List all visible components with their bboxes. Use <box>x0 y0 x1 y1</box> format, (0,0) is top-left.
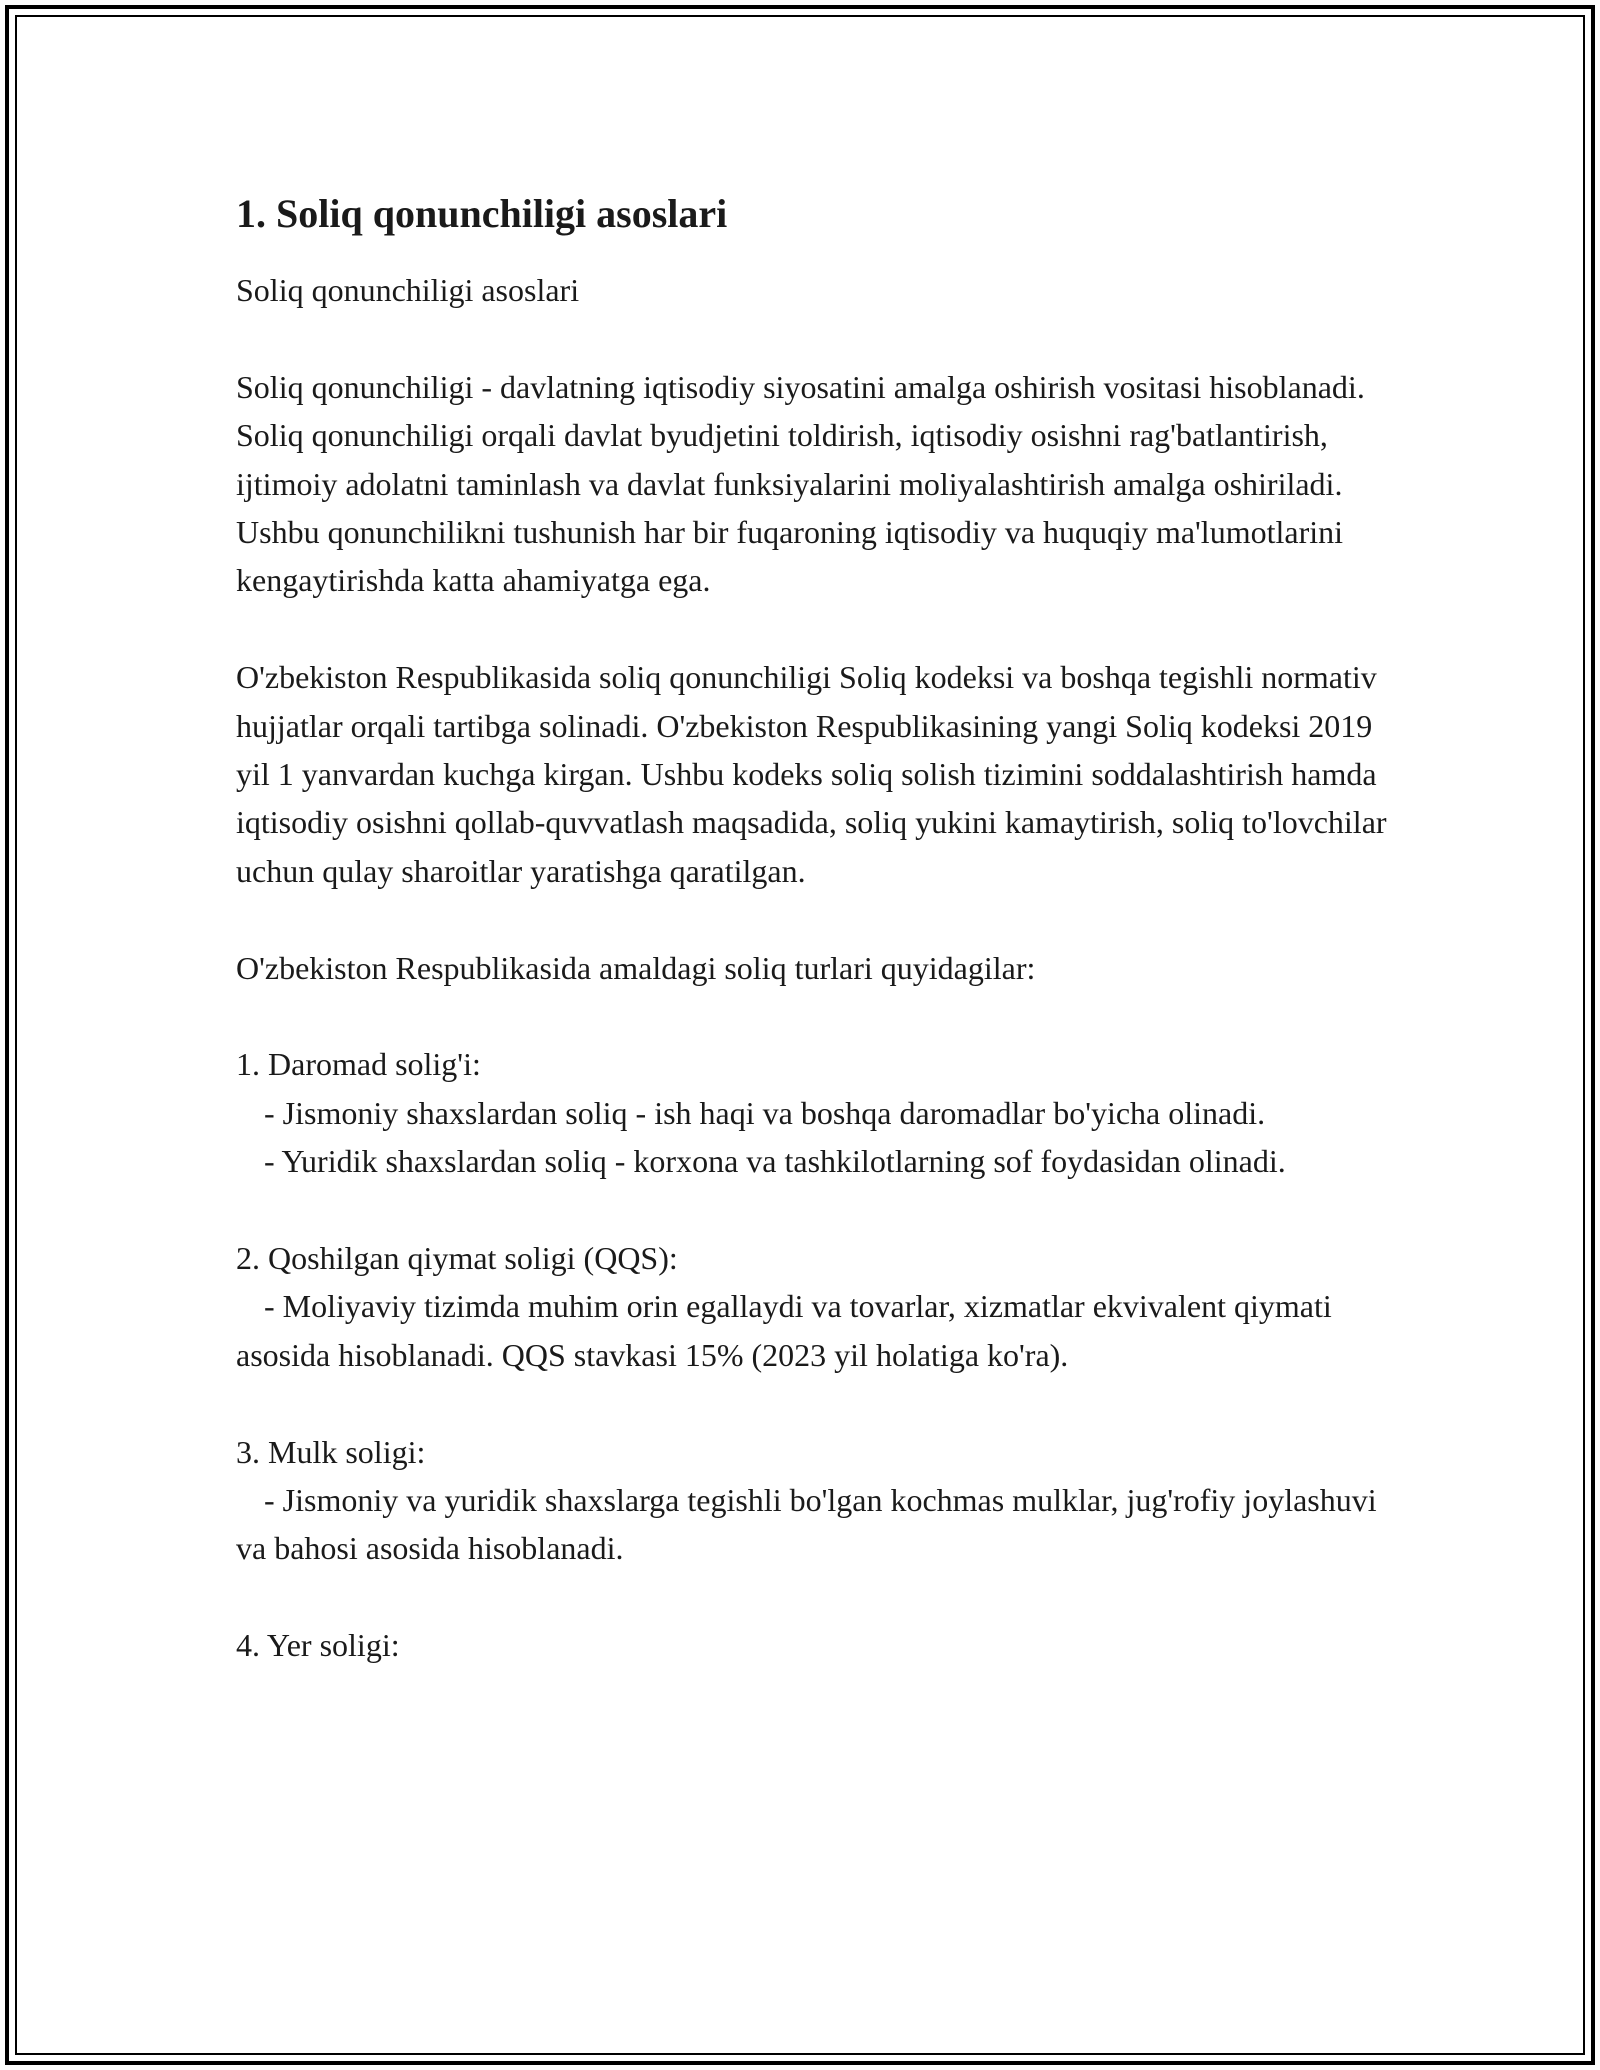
tax-item-point: - Jismoniy va yuridik shaxslarga tegishli bo'lgan kochmas mulklar, jug'rofiy joylashuvi va bahosi asosida hisoblanadi. <box>236 1482 1377 1567</box>
tax-item-land <box>236 1621 1396 1669</box>
document-subtitle: Soliq qonunchiligi asoslari <box>236 272 580 308</box>
tax-item-vat <box>236 1234 1396 1379</box>
tax-item-title: 1. Daromad solig'i: <box>236 1046 481 1083</box>
tax-item-income <box>236 1040 1396 1185</box>
paragraph-1: Soliq qonunchiligi - davlatning iqtisodiy siyosatini amalga oshirish vositasi hisoblanadi. Soliq qonunchiligi orqali davlat byudjetini toldirish, iqtisodiy osishni rag'batlantirish, ijtimoiy adolatni taminlash va davlat funksiyalarini moliyalashtirish amalga oshiriladi. Ushbu qonunchilikni tushunish har bir fuqaroning iqtisodiy va huquqiy ma'lumotlarini kengaytirishda katta ahamiyatga ega. <box>236 368 1365 599</box>
tax-item-point: - Yuridik shaxslardan soliq - korxona va tashkilotlarning sof foydasidan olinadi. <box>264 1143 1286 1180</box>
tax-item-point: - Moliyaviy tizimda muhim orin egallaydi va tovarlar, xizmatlar ekvivalent qiymati asosida hisoblanadi. QQS stavkasi 15% (2023 yil holatiga ko'ra). <box>236 1288 1332 1373</box>
paragraph-2: O'zbekiston Respublikasida soliq qonunchiligi Soliq kodeksi va boshqa tegishli normativ hujjatlar orqali tartibga solinadi. O'zbekiston Respublikasining yangi Soliq kodeksi 2019 yil 1 yanvardan kuchga kirgan. Ushbu kodeks soliq solish tizimini soddalashtirish hamda iqtisodiy osishni qollab-quvvatlash maqsadida, soliq yukini kamaytirish, soliq to'lovchilar uchun qulay sharoitlar yaratishga qaratilgan. <box>236 659 1387 889</box>
tax-item-point: - Jismoniy shaxslardan soliq - ish haqi va boshqa daromadlar bo'yicha olinadi. <box>264 1094 1266 1131</box>
tax-item-property <box>236 1428 1396 1573</box>
tax-item-title: 3. Mulk soligi: <box>236 1433 426 1470</box>
document-heading: 1. Soliq qonunchiligi asoslari <box>236 191 728 236</box>
tax-list-intro: O'zbekiston Respublikasida amaldagi soliq turlari quyidagilar: <box>236 949 1036 986</box>
tax-item-title: 2. Qoshilgan qiymat soligi (QQS): <box>236 1240 678 1277</box>
tax-item-title: 4. Yer soligi: <box>236 1627 400 1664</box>
document-body <box>236 188 1396 1670</box>
